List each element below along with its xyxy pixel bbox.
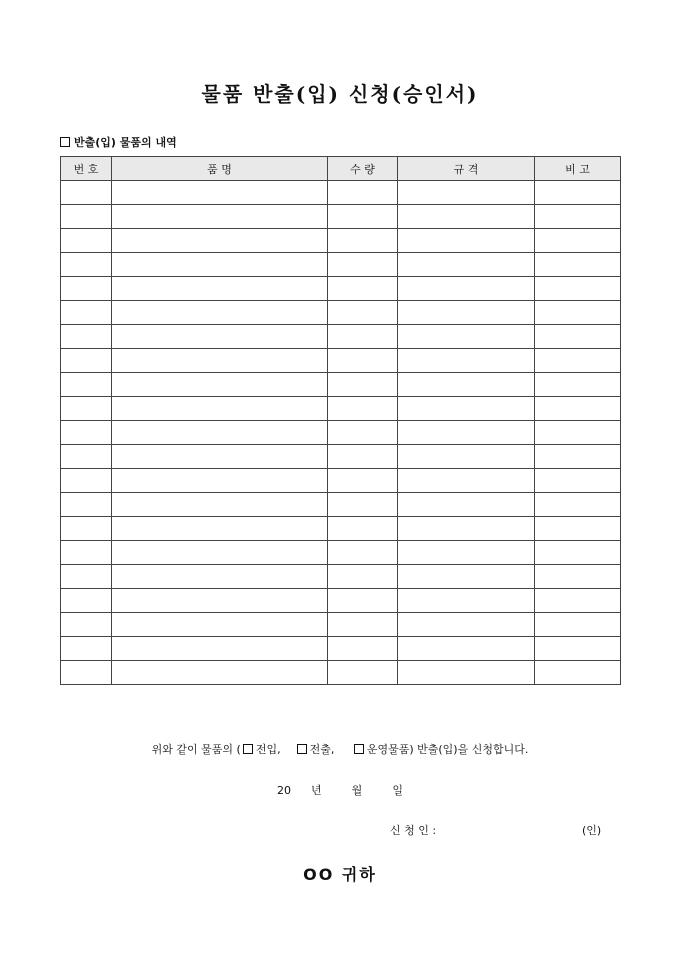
table-cell[interactable]: [398, 613, 535, 637]
table-cell[interactable]: [535, 565, 621, 589]
table-cell[interactable]: [61, 517, 112, 541]
header-item-name-text: 품 명: [207, 162, 232, 176]
table-cell[interactable]: [61, 253, 112, 277]
table-cell[interactable]: [328, 637, 398, 661]
table-cell[interactable]: [61, 205, 112, 229]
table-cell[interactable]: [112, 661, 328, 685]
date-year-label: 년: [311, 784, 322, 797]
table-cell[interactable]: [398, 349, 535, 373]
table-row: [61, 493, 621, 517]
table-cell[interactable]: [328, 469, 398, 493]
table-cell[interactable]: [61, 421, 112, 445]
date-line: [0, 782, 680, 798]
table-cell[interactable]: [112, 253, 328, 277]
table-cell[interactable]: [61, 469, 112, 493]
table-cell[interactable]: [61, 325, 112, 349]
date-day-label: 일: [392, 784, 403, 797]
table-cell[interactable]: [112, 397, 328, 421]
table-cell[interactable]: [398, 373, 535, 397]
header-number-label: [61, 161, 111, 177]
applicant-label: 신 청 인 :: [390, 824, 437, 837]
table-cell[interactable]: [112, 421, 328, 445]
table-cell[interactable]: [398, 229, 535, 253]
column-header-number: [61, 157, 112, 181]
table-cell[interactable]: [112, 493, 328, 517]
table-cell[interactable]: [535, 205, 621, 229]
table-cell[interactable]: [535, 613, 621, 637]
table-cell[interactable]: [328, 349, 398, 373]
table-cell[interactable]: [112, 517, 328, 541]
table-cell[interactable]: [398, 637, 535, 661]
date-month-label: 월: [351, 784, 363, 797]
table-row: [61, 325, 621, 349]
table-cell[interactable]: [112, 637, 328, 661]
table-cell[interactable]: [61, 445, 112, 469]
table-cell[interactable]: [328, 517, 398, 541]
table-cell[interactable]: [328, 301, 398, 325]
table-cell[interactable]: [398, 397, 535, 421]
table-row: [61, 517, 621, 541]
table-cell[interactable]: [398, 493, 535, 517]
table-cell[interactable]: [535, 253, 621, 277]
table-cell[interactable]: [535, 397, 621, 421]
table-cell[interactable]: [535, 469, 621, 493]
table-cell[interactable]: [398, 253, 535, 277]
table-cell[interactable]: [398, 589, 535, 613]
table-cell[interactable]: [61, 301, 112, 325]
table-cell[interactable]: [535, 637, 621, 661]
table-cell[interactable]: [535, 229, 621, 253]
table-cell[interactable]: [535, 589, 621, 613]
table-row: [61, 613, 621, 637]
table-cell[interactable]: [112, 373, 328, 397]
table-cell[interactable]: [328, 661, 398, 685]
table-cell[interactable]: [61, 613, 112, 637]
table-cell[interactable]: [61, 541, 112, 565]
table-cell[interactable]: [398, 277, 535, 301]
option-transfer-in-label: 전입,: [255, 743, 281, 756]
checkbox-icon: [60, 137, 70, 147]
table-row: [61, 421, 621, 445]
header-item-name-label: [112, 161, 327, 177]
table-cell[interactable]: [328, 493, 398, 517]
table-row: [61, 397, 621, 421]
table-row: [61, 205, 621, 229]
column-header-specification: [398, 157, 535, 181]
table-cell[interactable]: [112, 445, 328, 469]
table-row: [61, 661, 621, 685]
table-cell[interactable]: [328, 253, 398, 277]
table-cell[interactable]: [398, 181, 535, 205]
table-cell[interactable]: [112, 181, 328, 205]
table-cell[interactable]: [398, 301, 535, 325]
table-row: [61, 541, 621, 565]
table-cell[interactable]: [535, 421, 621, 445]
column-header-quantity: [328, 157, 398, 181]
header-number-text: 번 호: [73, 162, 99, 176]
table-row: [61, 565, 621, 589]
table-row: [61, 229, 621, 253]
table-cell[interactable]: [61, 373, 112, 397]
document-title: 물품 반출(입) 신청(승인서): [201, 82, 479, 106]
table-cell[interactable]: [112, 613, 328, 637]
table-cell[interactable]: [328, 277, 398, 301]
table-cell[interactable]: [112, 469, 328, 493]
table-cell[interactable]: [61, 229, 112, 253]
table-cell[interactable]: [398, 205, 535, 229]
table-row: [61, 301, 621, 325]
seal-label: (인): [582, 824, 602, 837]
table-cell[interactable]: [112, 205, 328, 229]
table-row: [61, 181, 621, 205]
table-cell[interactable]: [535, 517, 621, 541]
table-cell[interactable]: [112, 589, 328, 613]
table-row: [61, 469, 621, 493]
header-remarks-text: 비 고: [565, 162, 590, 176]
table-cell[interactable]: [112, 349, 328, 373]
statement-prefix: 위와 같이 물품의 (: [151, 743, 241, 756]
table-cell[interactable]: [61, 493, 112, 517]
header-remarks-label: [535, 161, 620, 177]
column-header-remarks: [535, 157, 621, 181]
table-row: [61, 349, 621, 373]
table-cell[interactable]: [112, 541, 328, 565]
table-cell[interactable]: [328, 565, 398, 589]
table-row: [61, 445, 621, 469]
checkbox-operating-goods[interactable]: [354, 744, 364, 754]
table-cell[interactable]: [61, 397, 112, 421]
table-cell[interactable]: [535, 181, 621, 205]
table-cell[interactable]: [328, 373, 398, 397]
option-transfer-out-label: 전출,: [309, 743, 335, 756]
table-row: [61, 589, 621, 613]
table-cell[interactable]: [61, 277, 112, 301]
checkbox-transfer-out[interactable]: [297, 744, 307, 754]
table-cell[interactable]: [535, 277, 621, 301]
table-cell[interactable]: [535, 325, 621, 349]
application-statement: [0, 741, 680, 757]
table-cell[interactable]: [112, 229, 328, 253]
checkbox-transfer-in[interactable]: [243, 744, 253, 754]
recipient: OO 귀하: [303, 865, 377, 884]
table-cell[interactable]: [535, 373, 621, 397]
table-row: [61, 373, 621, 397]
table-body: [61, 181, 621, 685]
table-cell[interactable]: [61, 661, 112, 685]
table-cell[interactable]: [328, 325, 398, 349]
table-cell[interactable]: [328, 589, 398, 613]
table-row: [61, 277, 621, 301]
table-cell[interactable]: [112, 325, 328, 349]
table-cell[interactable]: [328, 229, 398, 253]
table-cell[interactable]: [535, 541, 621, 565]
table-cell[interactable]: [535, 445, 621, 469]
table-cell[interactable]: [328, 421, 398, 445]
table-cell[interactable]: [328, 181, 398, 205]
table-cell[interactable]: [328, 397, 398, 421]
table-cell[interactable]: [61, 349, 112, 373]
table-cell[interactable]: [535, 301, 621, 325]
table-cell[interactable]: [112, 301, 328, 325]
header-specification-label: [398, 161, 534, 177]
table-cell[interactable]: [328, 445, 398, 469]
table-cell[interactable]: [398, 469, 535, 493]
table-cell[interactable]: [535, 661, 621, 685]
table-cell[interactable]: [61, 589, 112, 613]
table-cell[interactable]: [112, 277, 328, 301]
table-cell[interactable]: [398, 517, 535, 541]
section-heading-label: 반출(입) 물품의 내역: [74, 136, 177, 149]
table-header-row: [61, 157, 621, 181]
column-header-item-name: [112, 157, 328, 181]
table-cell[interactable]: [535, 349, 621, 373]
table-cell[interactable]: [61, 565, 112, 589]
table-cell[interactable]: [112, 565, 328, 589]
date-year-prefix: 20: [277, 784, 292, 797]
statement-suffix: 반출(입)을 신청합니다.: [417, 743, 529, 756]
section-heading: [60, 134, 177, 150]
table-cell[interactable]: [61, 637, 112, 661]
header-quantity-text: 수 량: [350, 162, 375, 176]
table-cell[interactable]: [328, 613, 398, 637]
table-cell[interactable]: [398, 565, 535, 589]
table-cell[interactable]: [398, 661, 535, 685]
table-cell[interactable]: [398, 445, 535, 469]
table-cell[interactable]: [535, 493, 621, 517]
table-cell[interactable]: [61, 181, 112, 205]
items-table: [60, 156, 621, 685]
header-specification-text: 규 격: [453, 162, 479, 176]
option-operating-goods-label: 운영물품): [366, 743, 414, 756]
table-row: [61, 637, 621, 661]
table-cell[interactable]: [398, 421, 535, 445]
table-cell[interactable]: [328, 541, 398, 565]
table-cell[interactable]: [398, 325, 535, 349]
table-cell[interactable]: [328, 205, 398, 229]
table-row: [61, 253, 621, 277]
header-quantity-label: [328, 161, 397, 177]
table-cell[interactable]: [398, 541, 535, 565]
